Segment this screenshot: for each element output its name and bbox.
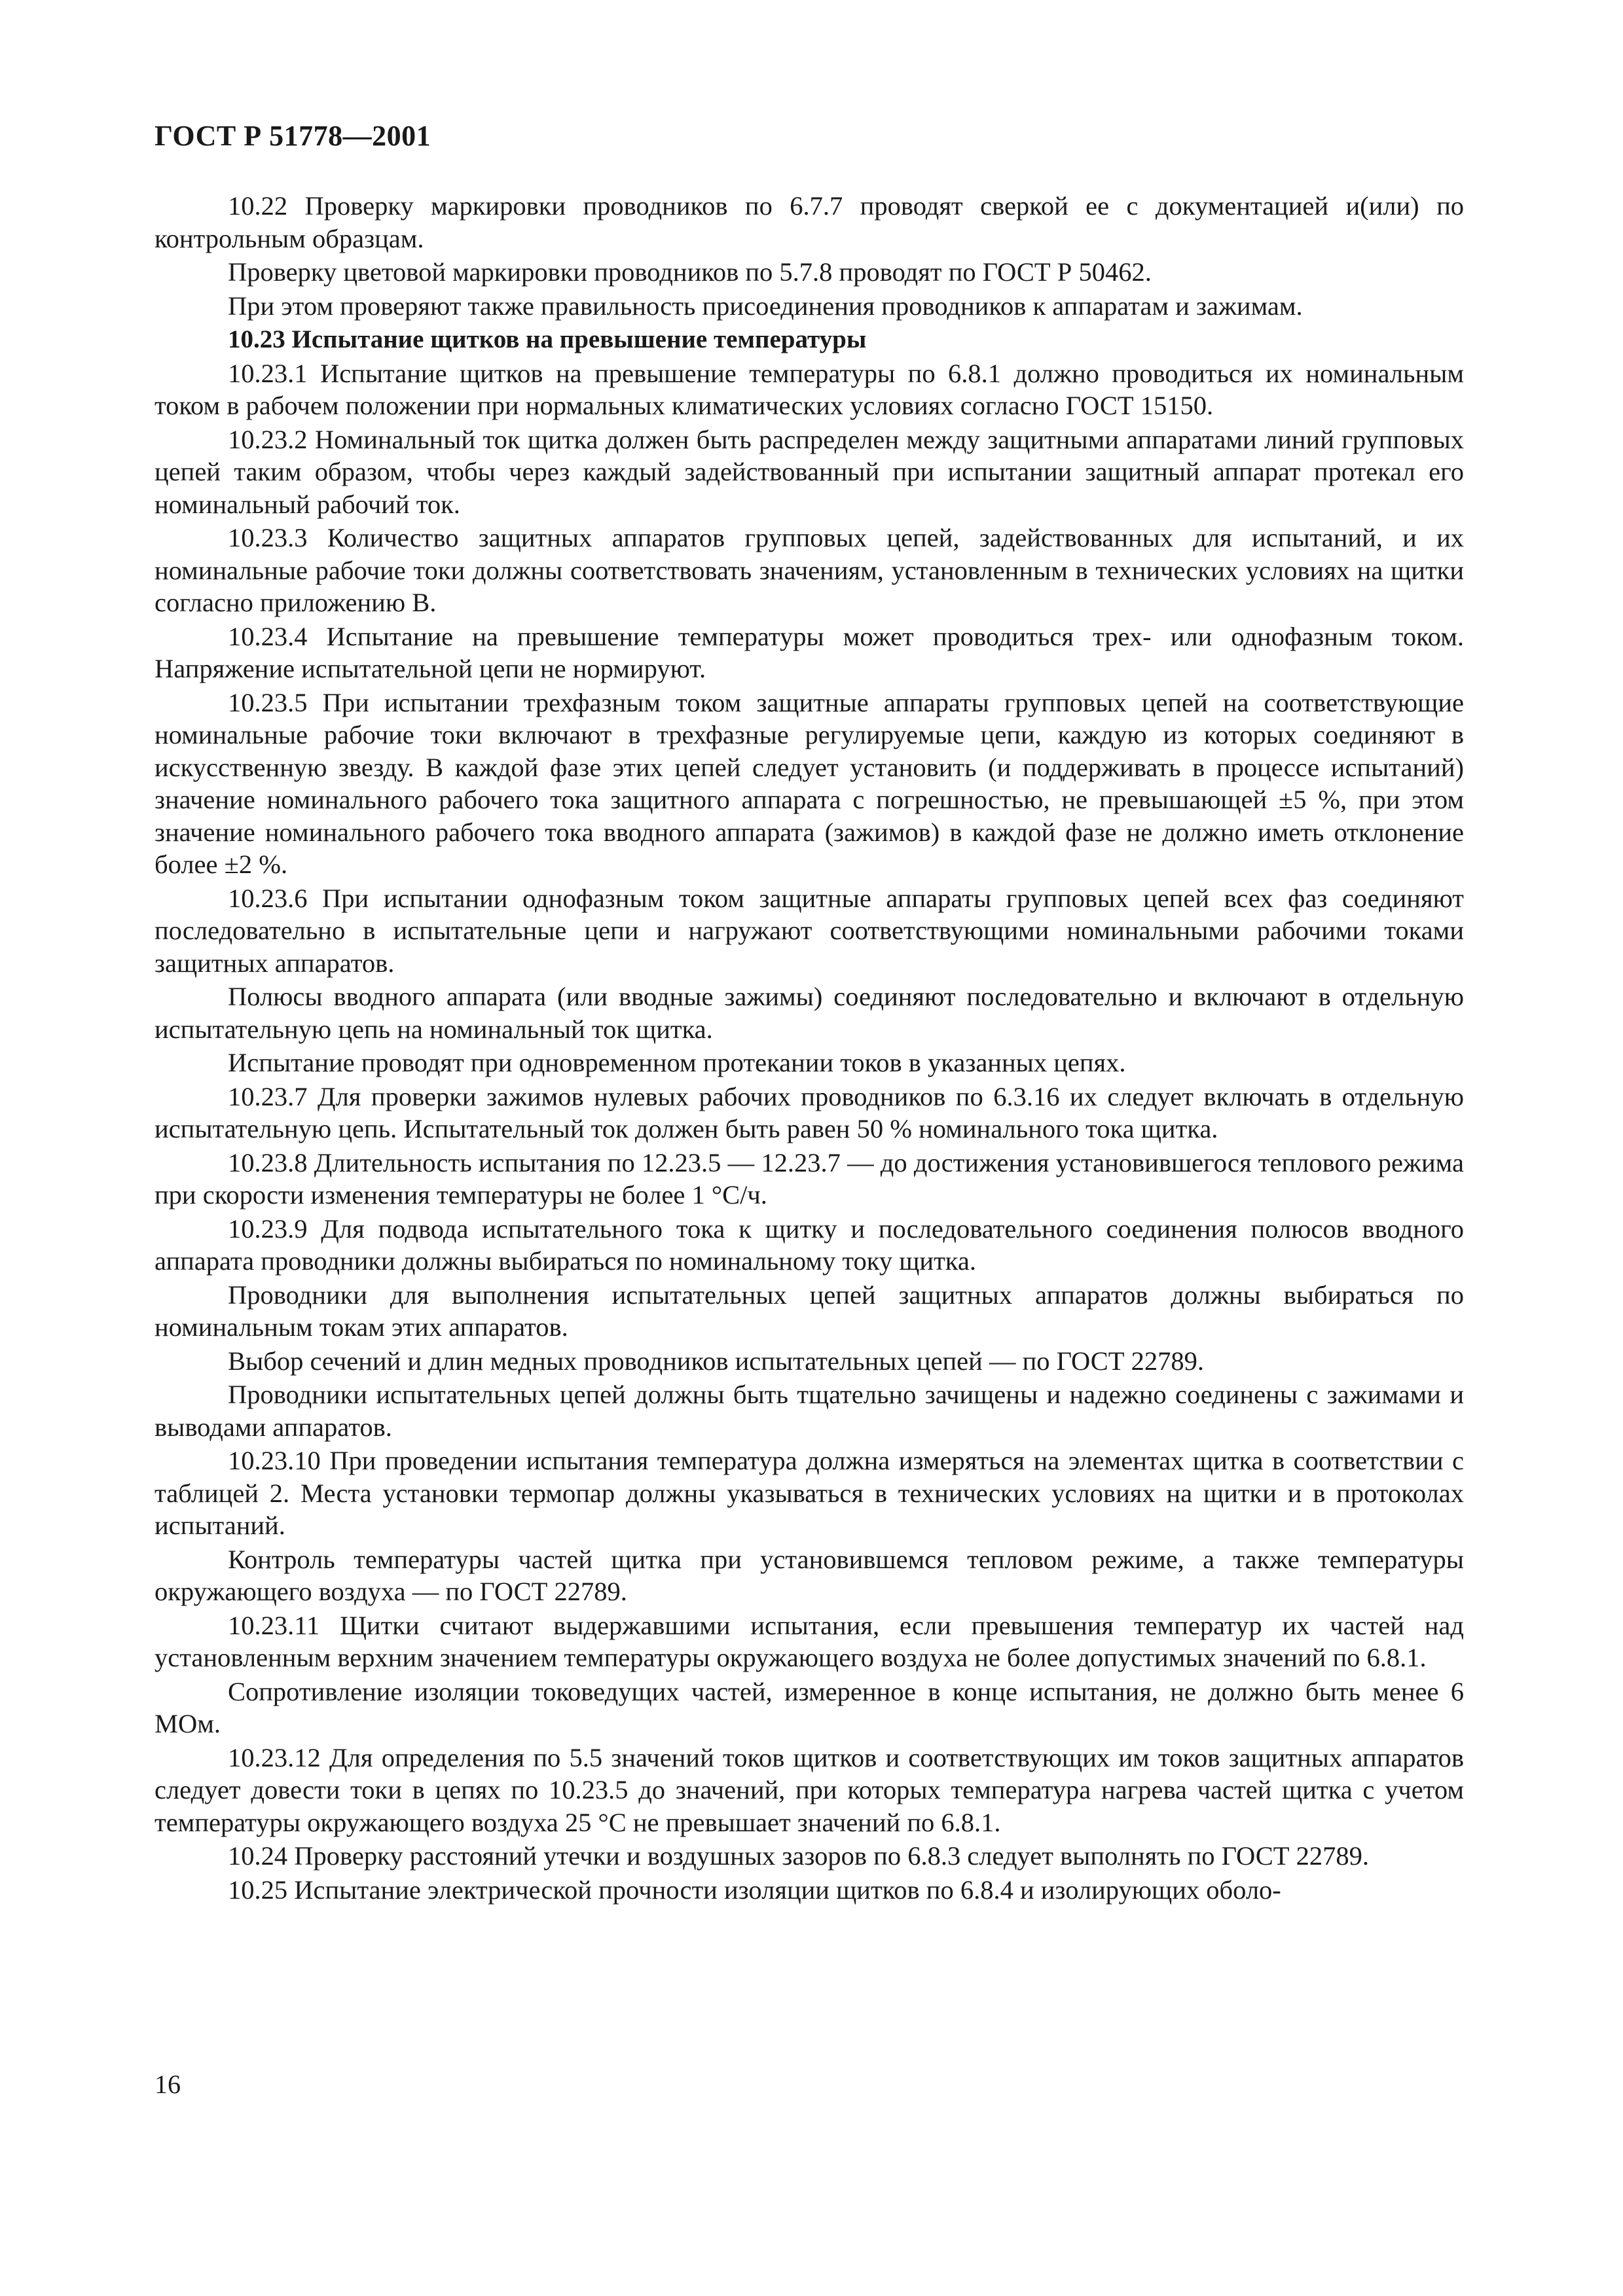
- paragraph: 10.22 Проверку маркировки проводников по 6.7.7 проводят сверкой ее с документацией и(или) по контрольным образцам.: [155, 191, 1464, 253]
- paragraph: 10.23.3 Количество защитных аппаратов групповых цепей, задействованных для испытаний, и их номинальные рабочие токи должны соответствовать значениям, установленным в технических условиях на щитки согласно приложению В.: [155, 523, 1464, 617]
- paragraph: 10.23.4 Испытание на превышение температуры может проводиться трех- или однофазным током. Напряжение испытательной цепи не нормируют.: [155, 621, 1464, 683]
- paragraph: Полюсы вводного аппарата (или вводные зажимы) соединяют последовательно и включают в отдельную испытательную цепь на номинальный ток щитка.: [155, 982, 1464, 1044]
- paragraph: Проверку цветовой маркировки проводников по 5.7.8 проводят по ГОСТ Р 50462.: [228, 257, 1152, 287]
- paragraph: 10.23.8 Длительность испытания по 12.23.5 — 12.23.7 — до достижения установившегося теплового режима при скорости изменения температуры не более 1 °С/ч.: [155, 1147, 1464, 1210]
- paragraph: 10.23.9 Для подвода испытательного тока к щитку и последовательного соединения полюсов вводного аппарата проводники должны выбираться по номинальному току щитка.: [155, 1213, 1464, 1276]
- paragraph: 10.23.2 Номинальный ток щитка должен быть распределен между защитными аппаратами линий групповых цепей таким образом, чтобы через каждый задействованный при испытании защитный аппарат протекал его номинальный рабочий ток.: [155, 424, 1464, 519]
- paragraph: Проводники для выполнения испытательных цепей защитных аппаратов должны выбираться по номинальным токам этих аппаратов.: [155, 1280, 1464, 1342]
- paragraph: 10.25 Испытание электрической прочности изоляции щитков по 6.8.4 и изолирующих оболо-: [228, 1874, 1281, 1905]
- paragraph: Испытание проводят при одновременном протекании токов в указанных цепях.: [228, 1048, 1126, 1077]
- paragraph: 10.23.1 Испытание щитков на превышение температуры по 6.8.1 должно проводиться их номинальным током в рабочем положении при нормальных климатических условиях согласно ГОСТ 15150.: [155, 358, 1464, 420]
- paragraph: Сопротивление изоляции токоведущих частей, измеренное в конце испытания, не должно быть менее 6 МОм.: [155, 1676, 1464, 1738]
- paragraph: 10.24 Проверку расстояний утечки и воздушных зазоров по 6.8.3 следует выполнять по ГОСТ 22789.: [228, 1841, 1370, 1871]
- paragraph: Проводники испытательных цепей должны быть тщательно зачищены и надежно соединены с зажимами и выводами аппаратов.: [155, 1380, 1464, 1442]
- document-header: ГОСТ Р 51778—2001: [155, 120, 431, 152]
- document-body: [155, 190, 1464, 1907]
- paragraph: 10.23.10 При проведении испытания температура должна измеряться на элементах щитка в соответствии с таблицей 2. Места установки термопар должны указываться в технических условиях на щитки и в протоколах испытаний.: [155, 1446, 1464, 1540]
- paragraph: Контроль температуры частей щитка при установившемся тепловом режиме, а также температуры окружающего воздуха — по ГОСТ 22789.: [155, 1544, 1464, 1606]
- paragraph: 10.23.5 При испытании трехфазным током защитные аппараты групповых цепей на соответствующие номинальные рабочие токи включают в трехфазные регулируемые цепи, каждую из которых соединяют в искусственную звезду. В каждой фазе этих цепей следует установить (и поддерживать в процессе испытаний) значение номинального рабочего тока защитного аппарата с погрешностью, не превышающей ±5 %, при этом значение номинального рабочего тока вводного аппарата (зажимов) в каждой фазе не должно иметь отклонение более ±2 %.: [155, 687, 1464, 879]
- section-heading: 10.23 Испытание щитков на превышение температуры: [228, 325, 867, 353]
- paragraph: Выбор сечений и длин медных проводников испытательных цепей — по ГОСТ 22789.: [228, 1346, 1205, 1376]
- paragraph: 10.23.7 Для проверки зажимов нулевых рабочих проводников по 6.3.16 их следует включать в отдельную испытательную цепь. Испытательный ток должен быть равен 50 % номинального тока щитка.: [155, 1081, 1464, 1143]
- paragraph: 10.23.12 Для определения по 5.5 значений токов щитков и соответствующих им токов защитных аппаратов следует довести токи в цепях по 10.23.5 до значений, при которых температура нагрева частей щитка с учетом температуры окружающего воздуха 25 °С не превышает значений по 6.8.1.: [155, 1742, 1464, 1837]
- page-number: 16: [155, 2070, 181, 2099]
- paragraph: 10.23.11 Щитки считают выдержавшими испытания, если превышения температур их частей над установленным верхним значением температуры окружающего воздуха не более допустимых значений по 6.8.1.: [155, 1610, 1464, 1672]
- paragraph: При этом проверяют также правильность присоединения проводников к аппаратам и зажимам.: [228, 291, 1303, 321]
- paragraph: 10.23.6 При испытании однофазным током защитные аппараты групповых цепей всех фаз соединяют последовательно в испытательные цепи и нагружают соответствующими номинальными рабочими токами защитных аппаратов.: [155, 883, 1464, 978]
